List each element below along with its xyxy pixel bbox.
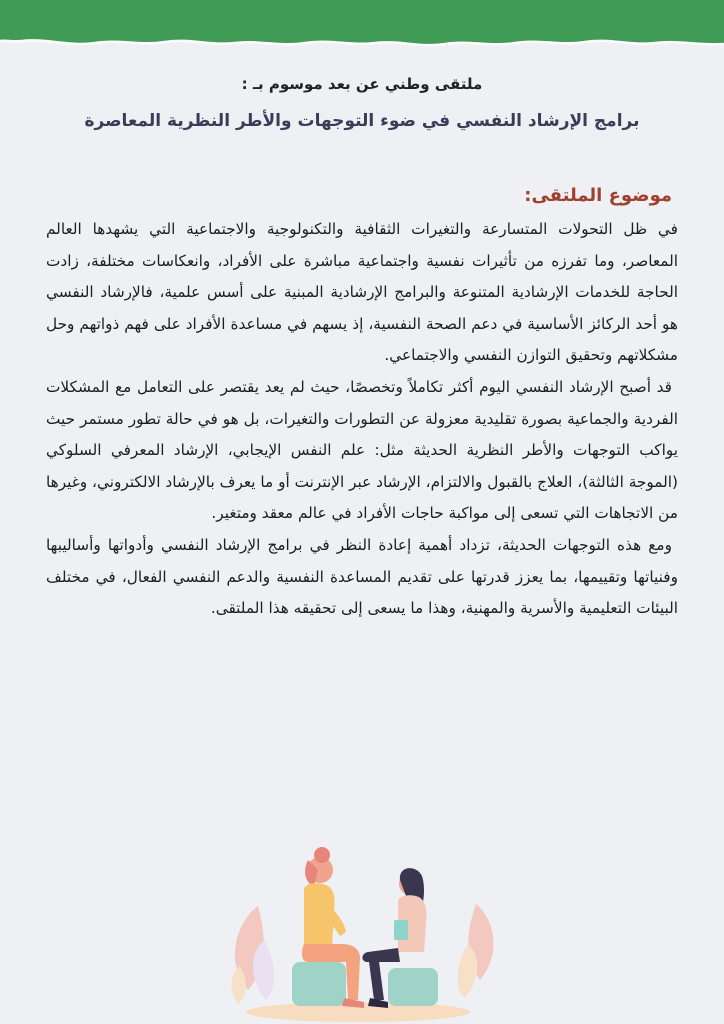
paragraph-3: ومع هذه التوجهات الحديثة، تزداد أهمية إعادة النظر في برامج الإرشاد النفسي وأدواتها وأساليبها وفنياتها وتقييمها، بما يعزز قدرتها على تقديم المساعدة النفسية والدعم النفسي الفعال، في مختلف البيئات التعليمية والأسرية والمهنية، وهذا ما يسعى إلى تحقيقه هذا الملتقى. (46, 535, 678, 618)
paragraph-1: في ظل التحولات المتسارعة والتغيرات الثقافية والتكنولوجية والاجتماعية التي يشهدها العالم المعاصر، وما تفرزه من تأثيرات نفسية واجتماعية مباشرة على الأفراد، وانعكاسات مختلفة، زادت الحاجة للخدمات الإرشادية المتنوعة والبرامج الإرشادية المبنية على أسس علمية، فالإرشاد النفسي هو أحد الركائز الأساسية في دعم الصحة النفسية، إذ يسهم في مساعدة الأفراد على فهم ذواتهم وحل مشكلاتهم وتحقيق التوازن النفسي والاجتماعي. (46, 220, 678, 365)
forum-topic-section (46, 182, 678, 625)
forum-title: برامج الإرشاد النفسي في ضوء التوجهات والأطر النظرية المعاصرة (84, 111, 640, 131)
page-header (40, 72, 684, 134)
top-green-band (0, 0, 724, 60)
paragraph-2: قد أصبح الإرشاد النفسي اليوم أكثر تكاملاً وتخصصًا، حيث لم يعد يقتصر على التعامل مع المشكلات الفردية والجماعية بصورة تقليدية معزولة عن التطورات والتغيرات، بل هو في حالة تطور مستمر حيث يواكب التوجهات والأطر النظرية الحديثة مثل: علم النفس الإيجابي، الإرشاد المعرفي السلوكي (الموجة الثالثة)، العلاج بالقبول والالتزام، الإرشاد عبر الإنترنت أو ما يعرف بالإرشاد الالكتروني، وغيرها من الاتجاهات التي تسعى إلى مواكبة حاجات الأفراد في عالم معقد ومتغير. (46, 377, 678, 523)
forum-subtitle: ملتقى وطني عن بعد موسوم بـ : (241, 75, 483, 93)
counseling-session-illustration (218, 840, 508, 1024)
section-heading: موضوع الملتقى: (524, 185, 672, 206)
